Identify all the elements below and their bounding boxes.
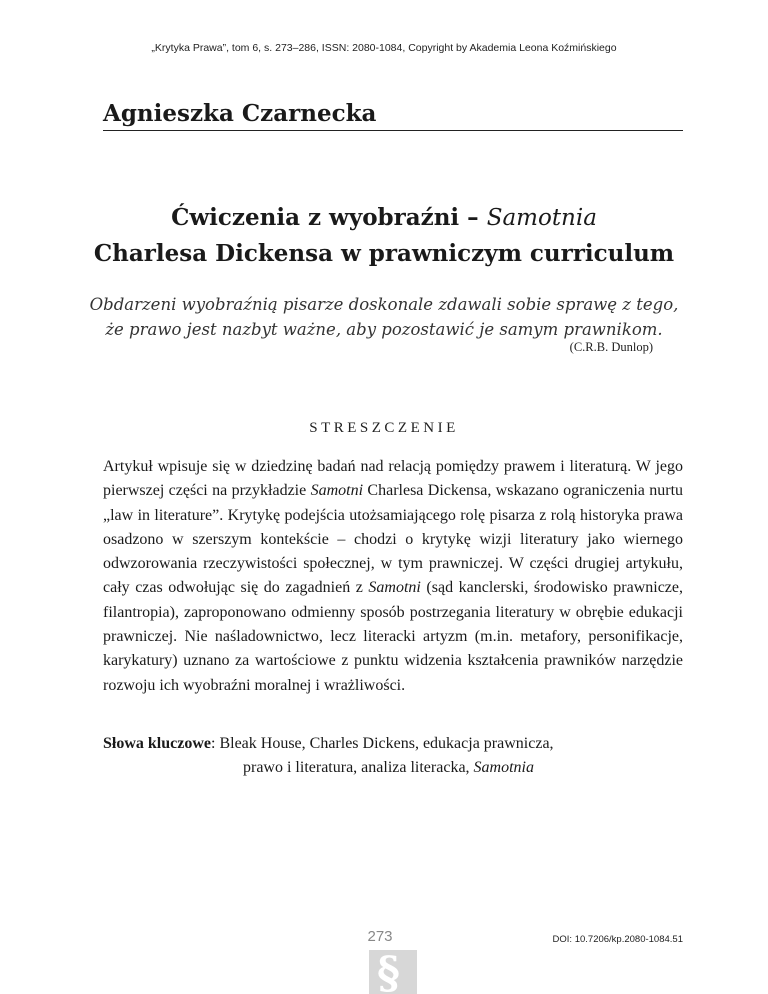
title-line1-prefix: Ćwiczenia z wyobraźni – [171, 204, 487, 231]
abstract-part3: (sąd kanclerski, środowisko prawnicze, filantropia), zaproponowano odmienny sposób postrzegania literatury w obrębie edukacji prawniczej. Nie naśladownictwo, lecz literacki artyzm (m.in. metafory, personifikacje, karykatury) uznano za wartościowe z punktu widzenia kształcenia prawników narzędzie rozwoju ich wyobraźni moralnej i wrażliwości. [103, 579, 684, 694]
abstract-part2: Charlesa Dickensa, wskazano ograniczenia nurtu „law in literature”. Krytykę podejścia utożsamiającego rolę pisarza z rolą historyka prawa osadzono w szerszym kontekście – chodzi o krytykę wizji literatury jako wiernego odwzorowania rzeczywistości społecznej, w tym prawniczej. W części drugiej artykułu, cały czas odwołując się do zagadnień z [103, 482, 684, 597]
abstract-heading: STRESZCZENIE [309, 420, 459, 436]
running-header: „Krytyka Prawa”, tom 6, s. 273–286, ISSN: 2080-1084, Copyright by Akademia Leona Koźmińskiego [151, 42, 617, 54]
keywords [103, 732, 683, 780]
keywords-line1: : Bleak House, Charles Dickens, edukacja prawnicza, [211, 735, 554, 752]
keywords-line2-italic: Samotnia [473, 759, 534, 776]
doi-link[interactable]: DOI: 10.7206/kp.2080-1084.51 [552, 934, 683, 945]
abstract-italic1: Samotni [310, 482, 364, 500]
abstract-text [103, 455, 683, 698]
epigraph [60, 292, 708, 342]
keywords-line2-wrap [103, 756, 683, 780]
keywords-line2: prawo i literatura, analiza literacka, [243, 759, 474, 776]
epigraph-author: (C.R.B. Dunlop) [569, 340, 653, 354]
section-sign-icon: § [377, 950, 401, 994]
title-line1-italic: Samotnia [486, 205, 597, 231]
epigraph-line1: Obdarzeni wyobraźnią pisarze doskonale zdawali sobie sprawę z tego, [89, 295, 679, 314]
author-name: Agnieszka Czarnecka [103, 100, 683, 131]
title-line2: Charlesa Dickensa w prawniczym curriculum [93, 240, 675, 267]
page-number: 273 [367, 928, 393, 945]
abstract-part1: Artykuł wpisuje się w dziedzinę badań nad relacją pomiędzy prawem i literaturą. W jego pierwszej części na przykładzie [103, 458, 683, 500]
section-sign-logo [369, 950, 417, 994]
keywords-label: Słowa kluczowe [103, 735, 211, 752]
article-title [60, 200, 708, 272]
epigraph-line2: że prawo jest nazbyt ważne, aby pozostawić je samym prawnikom. [105, 320, 663, 339]
abstract-italic2: Samotni [368, 579, 421, 597]
